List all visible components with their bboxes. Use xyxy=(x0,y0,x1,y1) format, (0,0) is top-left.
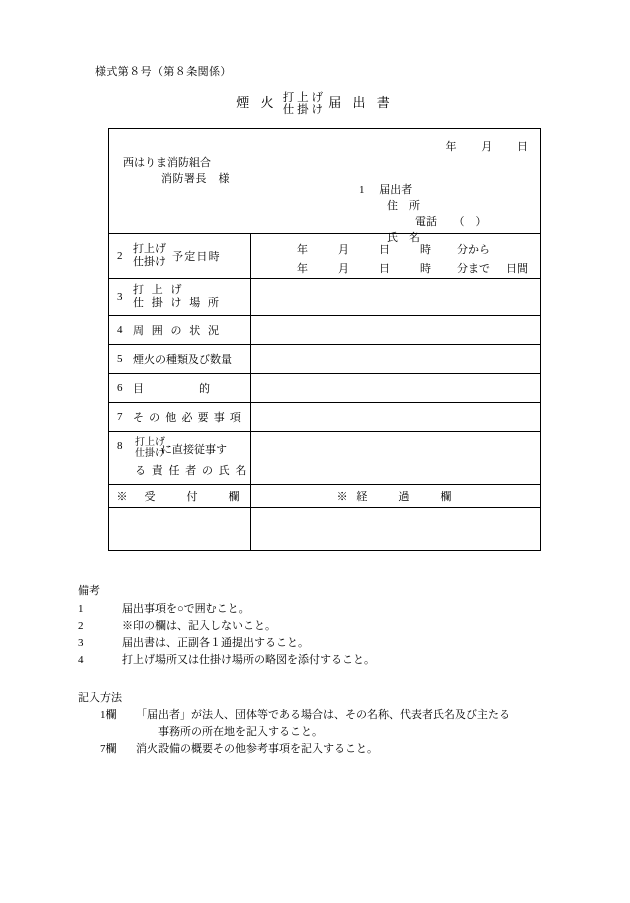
to-month: 月 xyxy=(338,263,349,275)
row-value-other-matters[interactable] xyxy=(251,403,541,432)
from-minute: 分から xyxy=(457,244,490,256)
row-label-5-text: 煙火の種類及び数量 xyxy=(133,354,232,366)
row-number-4: 4 xyxy=(117,324,123,336)
row-value-surroundings[interactable] xyxy=(251,316,541,345)
row-number-2: 2 xyxy=(117,250,123,262)
scheduled-to-line xyxy=(297,260,490,276)
row-label-8-stack-top: 打上げ xyxy=(135,437,165,448)
submitter-label: 届出者 xyxy=(379,184,413,196)
page-title-pre: 煙 火 xyxy=(236,95,278,111)
row-label-scheduled-datetime xyxy=(109,234,251,279)
table-row xyxy=(109,316,541,345)
page-title-stack-top: 打 上 げ xyxy=(282,92,323,104)
notes-item-text: 届出書は、正副各１通提出すること。 xyxy=(122,637,309,649)
table-row xyxy=(109,508,541,551)
table-row xyxy=(109,485,541,508)
table-row xyxy=(109,345,541,374)
date-year: 年 xyxy=(445,141,457,153)
scheduled-from-line xyxy=(297,241,490,257)
submitter-address-label: 住 所 xyxy=(387,200,420,212)
notes-item-text: ※印の欄は、記入しないこと。 xyxy=(122,620,276,632)
row-label-8-tail: に直接従事す xyxy=(161,444,227,456)
fill-instructions-item-text: 「届出者」が法人、団体等である場合は、その名称、代表者氏名及び主たる xyxy=(136,709,510,721)
fill-instructions-item-number: 1欄 xyxy=(100,709,117,721)
fill-instructions-item-number: 7欄 xyxy=(100,743,117,755)
addressee-chief: 消防署長 様 xyxy=(161,173,230,185)
row-label-8-line2: る 責 任 者 の 氏 名 xyxy=(135,465,248,477)
from-hour: 時 xyxy=(420,244,431,256)
page-title xyxy=(0,92,630,116)
row-value-scheduled-datetime[interactable] xyxy=(251,234,541,279)
to-year: 年 xyxy=(297,263,308,275)
notes-item-text: 打上げ場所又は仕掛け場所の略図を添付すること。 xyxy=(122,654,375,666)
row-label-6-text: 目 的 xyxy=(133,383,210,395)
row-number-5: 5 xyxy=(117,353,123,365)
notes-section xyxy=(78,583,598,669)
table-row xyxy=(109,279,541,316)
row-label-8-stack-bottom: 仕掛け xyxy=(135,447,165,459)
notes-item-number: 2 xyxy=(78,620,84,632)
table-row xyxy=(109,374,541,403)
notes-item-text: 届出事項を○で囲むこと。 xyxy=(122,603,250,615)
scheduled-days-label: 日間 xyxy=(506,263,528,275)
row-label-3-line2: 仕 掛 け 場 所 xyxy=(133,297,222,309)
receipt-column-value[interactable] xyxy=(109,508,251,551)
row-value-purpose[interactable] xyxy=(251,374,541,403)
table-row xyxy=(109,234,541,279)
row-label-2-line2: 仕掛け xyxy=(133,256,166,268)
row-label-responsible-person xyxy=(109,432,251,485)
from-day: 日 xyxy=(379,244,390,256)
process-column-value[interactable] xyxy=(251,508,541,551)
row-value-fireworks-type[interactable] xyxy=(251,345,541,374)
to-minute: 分まで xyxy=(457,263,490,275)
page-title-stack-bottom: 仕 掛 け xyxy=(282,104,323,117)
addressee-organization: 西はりま消防組合 xyxy=(123,157,211,169)
submitter-name-label: 氏 名 xyxy=(387,232,420,244)
submitter-block-cell xyxy=(109,129,541,244)
row-label-3-line1: 打 上 げ xyxy=(133,284,184,297)
table-row xyxy=(109,432,541,485)
fill-instructions-item-cont: 事務所の所在地を記入すること。 xyxy=(158,726,323,738)
row-number-8: 8 xyxy=(117,440,123,452)
notes-item xyxy=(78,601,598,618)
row-label-7-text: そ の 他 必 要 事 項 xyxy=(133,412,243,424)
submission-date-line xyxy=(424,138,529,154)
table-row xyxy=(109,403,541,432)
to-day: 日 xyxy=(379,263,390,275)
row-value-location[interactable] xyxy=(251,279,541,316)
notification-form-table xyxy=(108,128,541,551)
form-code: 様式第８号（第８条関係） xyxy=(95,66,232,78)
page-title-stacked xyxy=(283,92,323,116)
notes-item-number: 4 xyxy=(78,654,84,666)
row-label-2-tail: 予定日時 xyxy=(172,251,221,263)
fill-instructions-item xyxy=(100,741,598,758)
row-label-stacked-2 xyxy=(133,243,166,268)
row-value-responsible-person[interactable] xyxy=(251,432,541,485)
submitter-number: 1 xyxy=(359,184,365,196)
notes-item xyxy=(78,652,598,669)
row-label-location xyxy=(109,279,251,316)
row-number-7: 7 xyxy=(117,411,123,423)
page-title-post: 届 出 書 xyxy=(328,95,394,111)
notes-heading: 備考 xyxy=(78,585,100,597)
notes-item xyxy=(78,635,598,652)
row-label-other-matters xyxy=(109,403,251,432)
row-number-6: 6 xyxy=(117,382,123,394)
fill-instructions-section xyxy=(78,690,598,758)
to-hour: 時 xyxy=(420,263,431,275)
date-month: 月 xyxy=(481,141,493,153)
submitter-phone-label: 電話 （ ） xyxy=(415,216,487,228)
fill-instructions-item xyxy=(100,707,598,724)
row-label-fireworks-type xyxy=(109,345,251,374)
notes-item xyxy=(78,618,598,635)
fill-instructions-item-text: 消火設備の概要その他参考事項を記入すること。 xyxy=(136,743,378,755)
from-month: 月 xyxy=(338,244,349,256)
row-label-2-line1: 打上げ xyxy=(133,243,166,256)
from-year: 年 xyxy=(297,244,308,256)
row-label-stacked-3 xyxy=(133,284,222,309)
date-day: 日 xyxy=(517,141,528,153)
fill-instructions-heading: 記入方法 xyxy=(78,692,122,704)
process-column-header: ※ 経 過 欄 xyxy=(251,485,541,508)
notes-item-number: 3 xyxy=(78,637,84,649)
row-label-4-text: 周 囲 の 状 況 xyxy=(133,325,222,337)
row-number-3: 3 xyxy=(117,291,123,303)
row-label-purpose xyxy=(109,374,251,403)
table-row xyxy=(109,129,541,234)
notes-item-number: 1 xyxy=(78,603,84,615)
receipt-column-header: ※ 受 付 欄 xyxy=(109,485,251,508)
row-label-surroundings xyxy=(109,316,251,345)
